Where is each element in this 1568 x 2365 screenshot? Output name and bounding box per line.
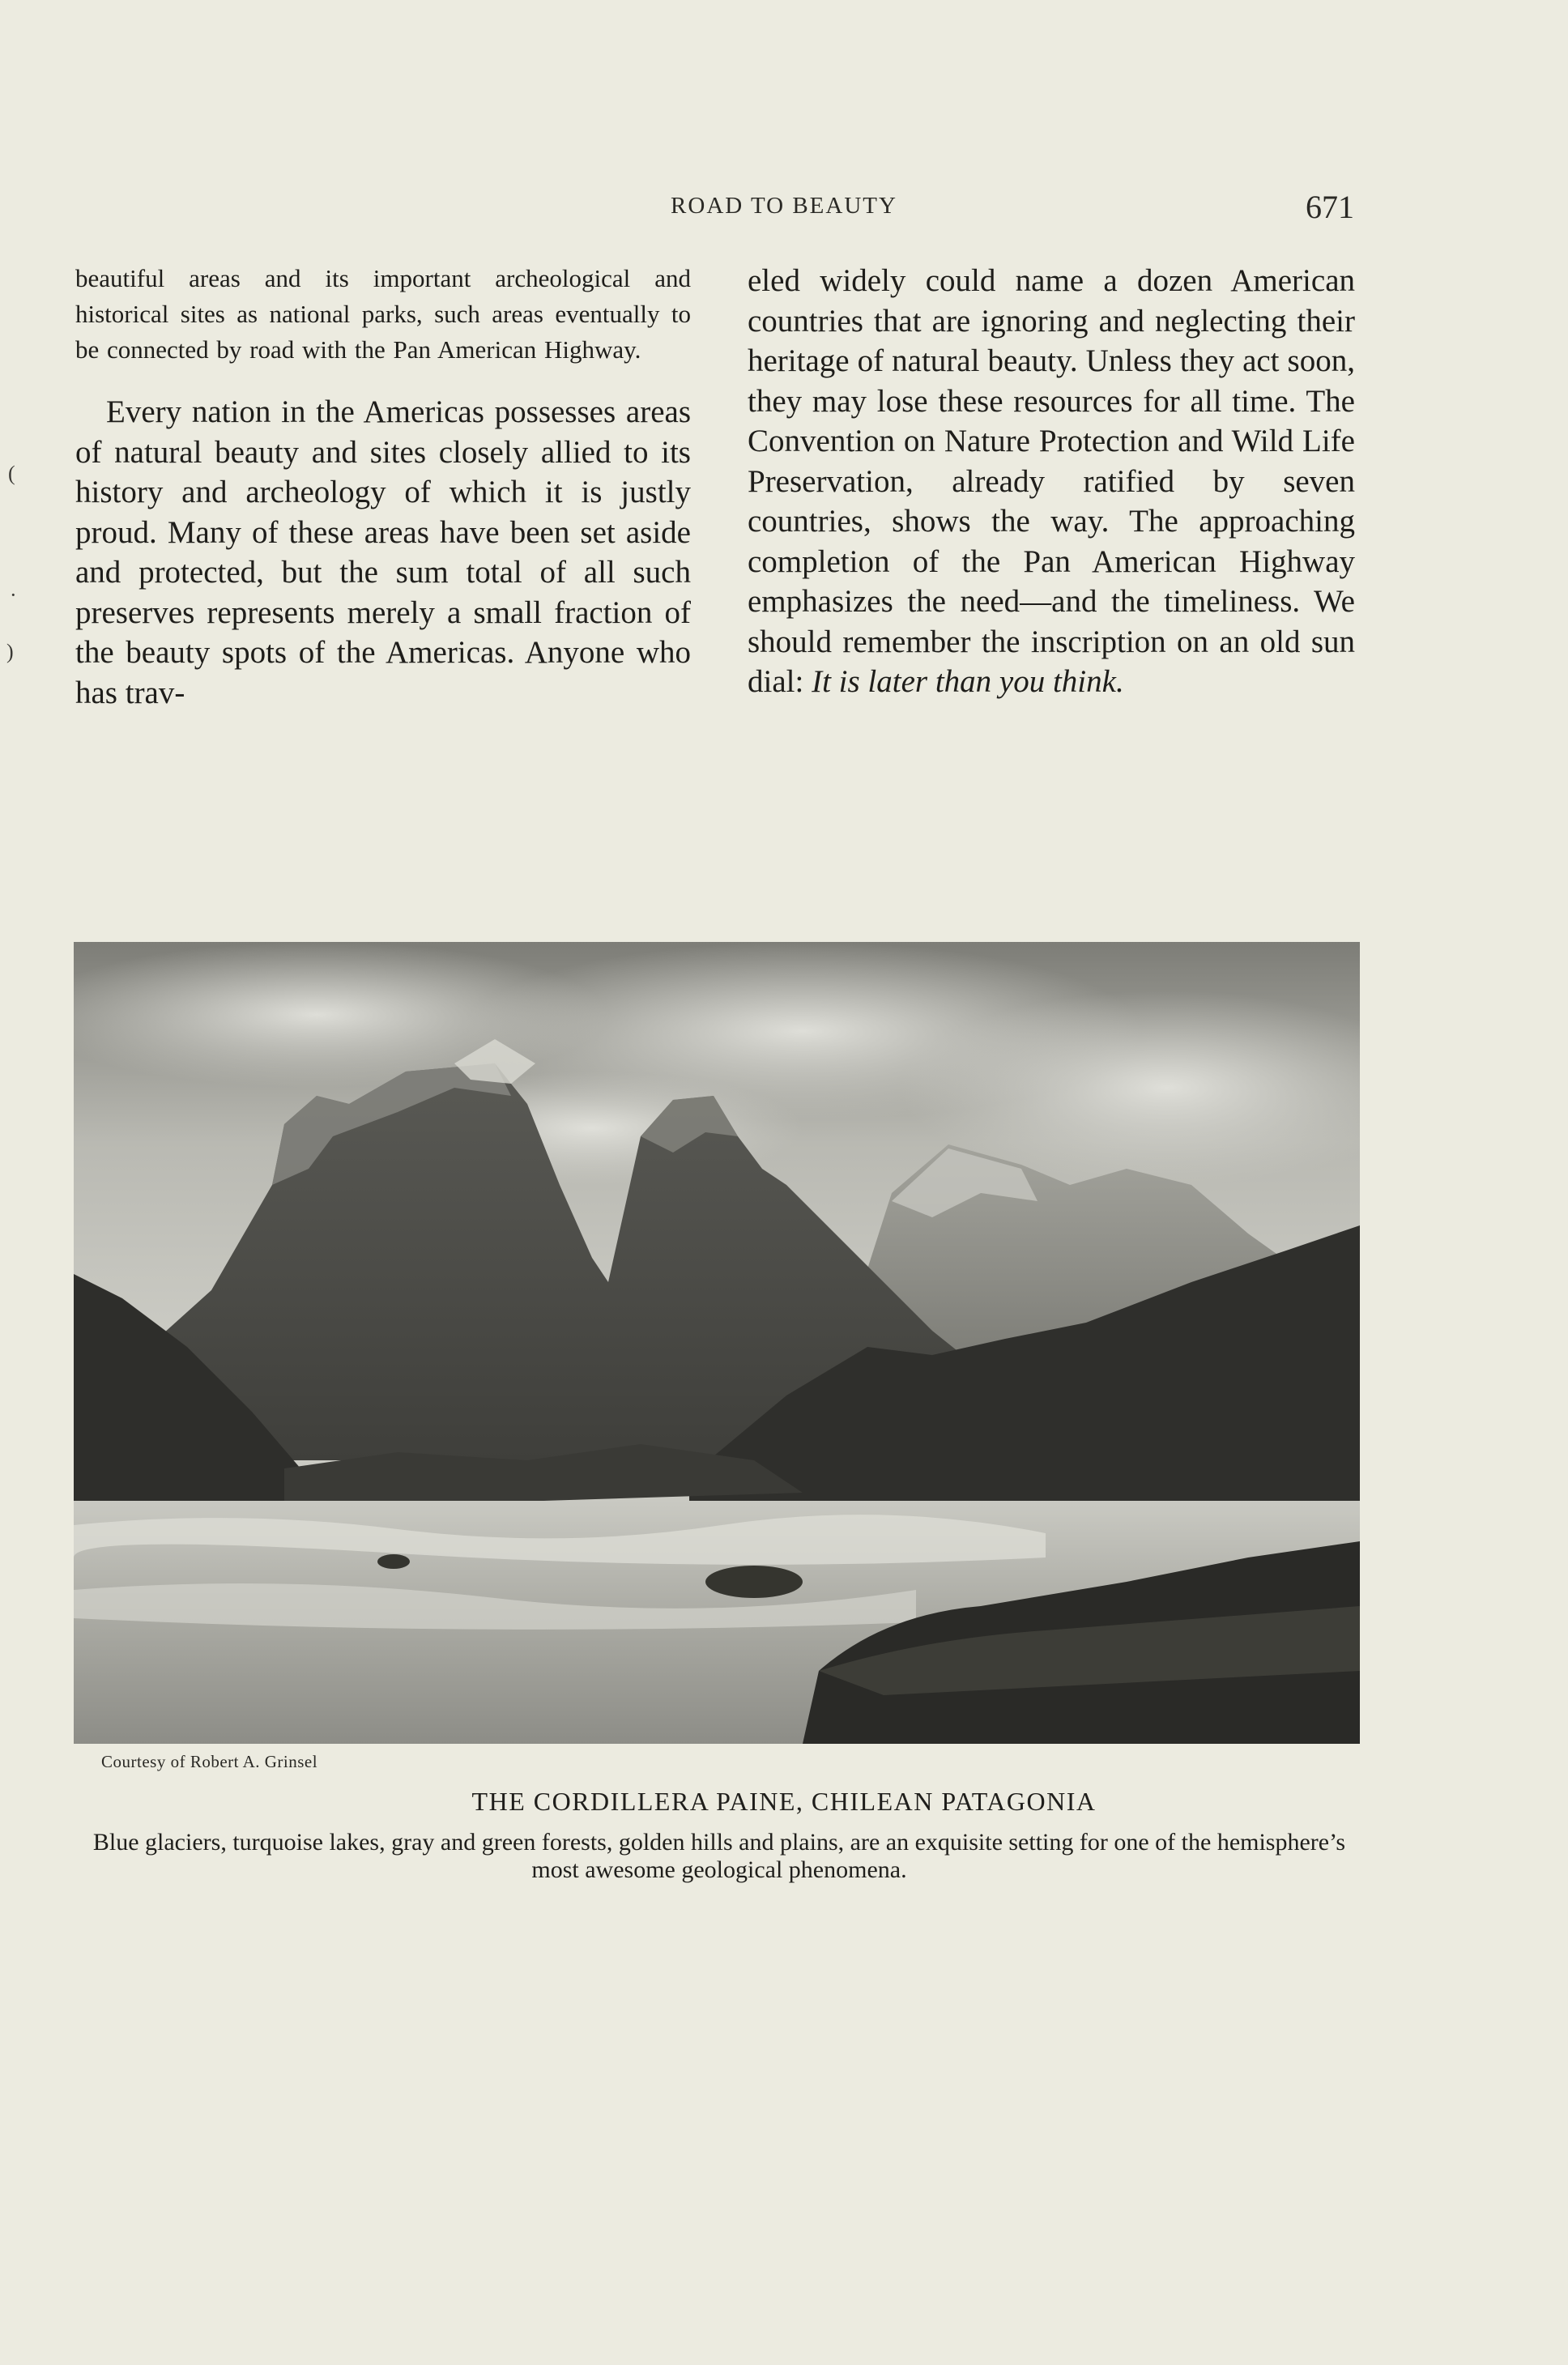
photo-credit: Courtesy of Robert A. Grinsel bbox=[101, 1752, 318, 1771]
caption-title: THE CORDILLERA PAINE, CHILEAN PATAGONIA bbox=[471, 1787, 1097, 1816]
right-column-text: eled widely could name a dozen American countries that are ignoring and neglecting their heritage of natural beauty. Unless they act soon, they may lose these resources for all time. The Convention on Nature Protection and Wild Life Preservation, already ratified by seven countries, shows the way. The approaching completion of the Pan American Highway emphasizes the need—and the timeliness. We should remember the inscription on an old sun dial: bbox=[748, 263, 1355, 699]
right-column bbox=[748, 261, 1355, 702]
mountain-photograph bbox=[74, 942, 1360, 1744]
page-number: 671 bbox=[1306, 189, 1354, 225]
left-column-paragraph-1: beautiful areas and its important archeological and historical sites as national parks, such areas eventually to be connected by road with the Pan American Highway. bbox=[75, 264, 691, 364]
caption-text: Blue glaciers, turquoise lakes, gray and green forests, golden hills and plains, are an exquisite setting for one of the hemisphere’s most awesome geological phenomena. bbox=[92, 1829, 1346, 1883]
photo-illustration bbox=[74, 942, 1360, 1744]
margin-mark: ( bbox=[8, 462, 15, 485]
left-column bbox=[75, 261, 691, 713]
sundial-inscription: It is later than you think. bbox=[812, 664, 1124, 699]
margin-mark: · bbox=[10, 583, 17, 607]
running-head: ROAD TO BEAUTY bbox=[671, 193, 897, 219]
right-column-paragraph-1 bbox=[748, 261, 1355, 702]
left-column-paragraph-2: Every nation in the Americas possesses areas of natural beauty and sites closely allied to its history and archeology of which it is justly proud. Many of these areas have been set aside and protected, but the sum total of all such preserves represents merely a small fraction of the beauty spots of the Americas. Anyone who has trav- bbox=[75, 394, 691, 710]
river-rock bbox=[377, 1554, 410, 1569]
margin-mark: ) bbox=[6, 640, 14, 663]
river-rock bbox=[705, 1566, 803, 1598]
